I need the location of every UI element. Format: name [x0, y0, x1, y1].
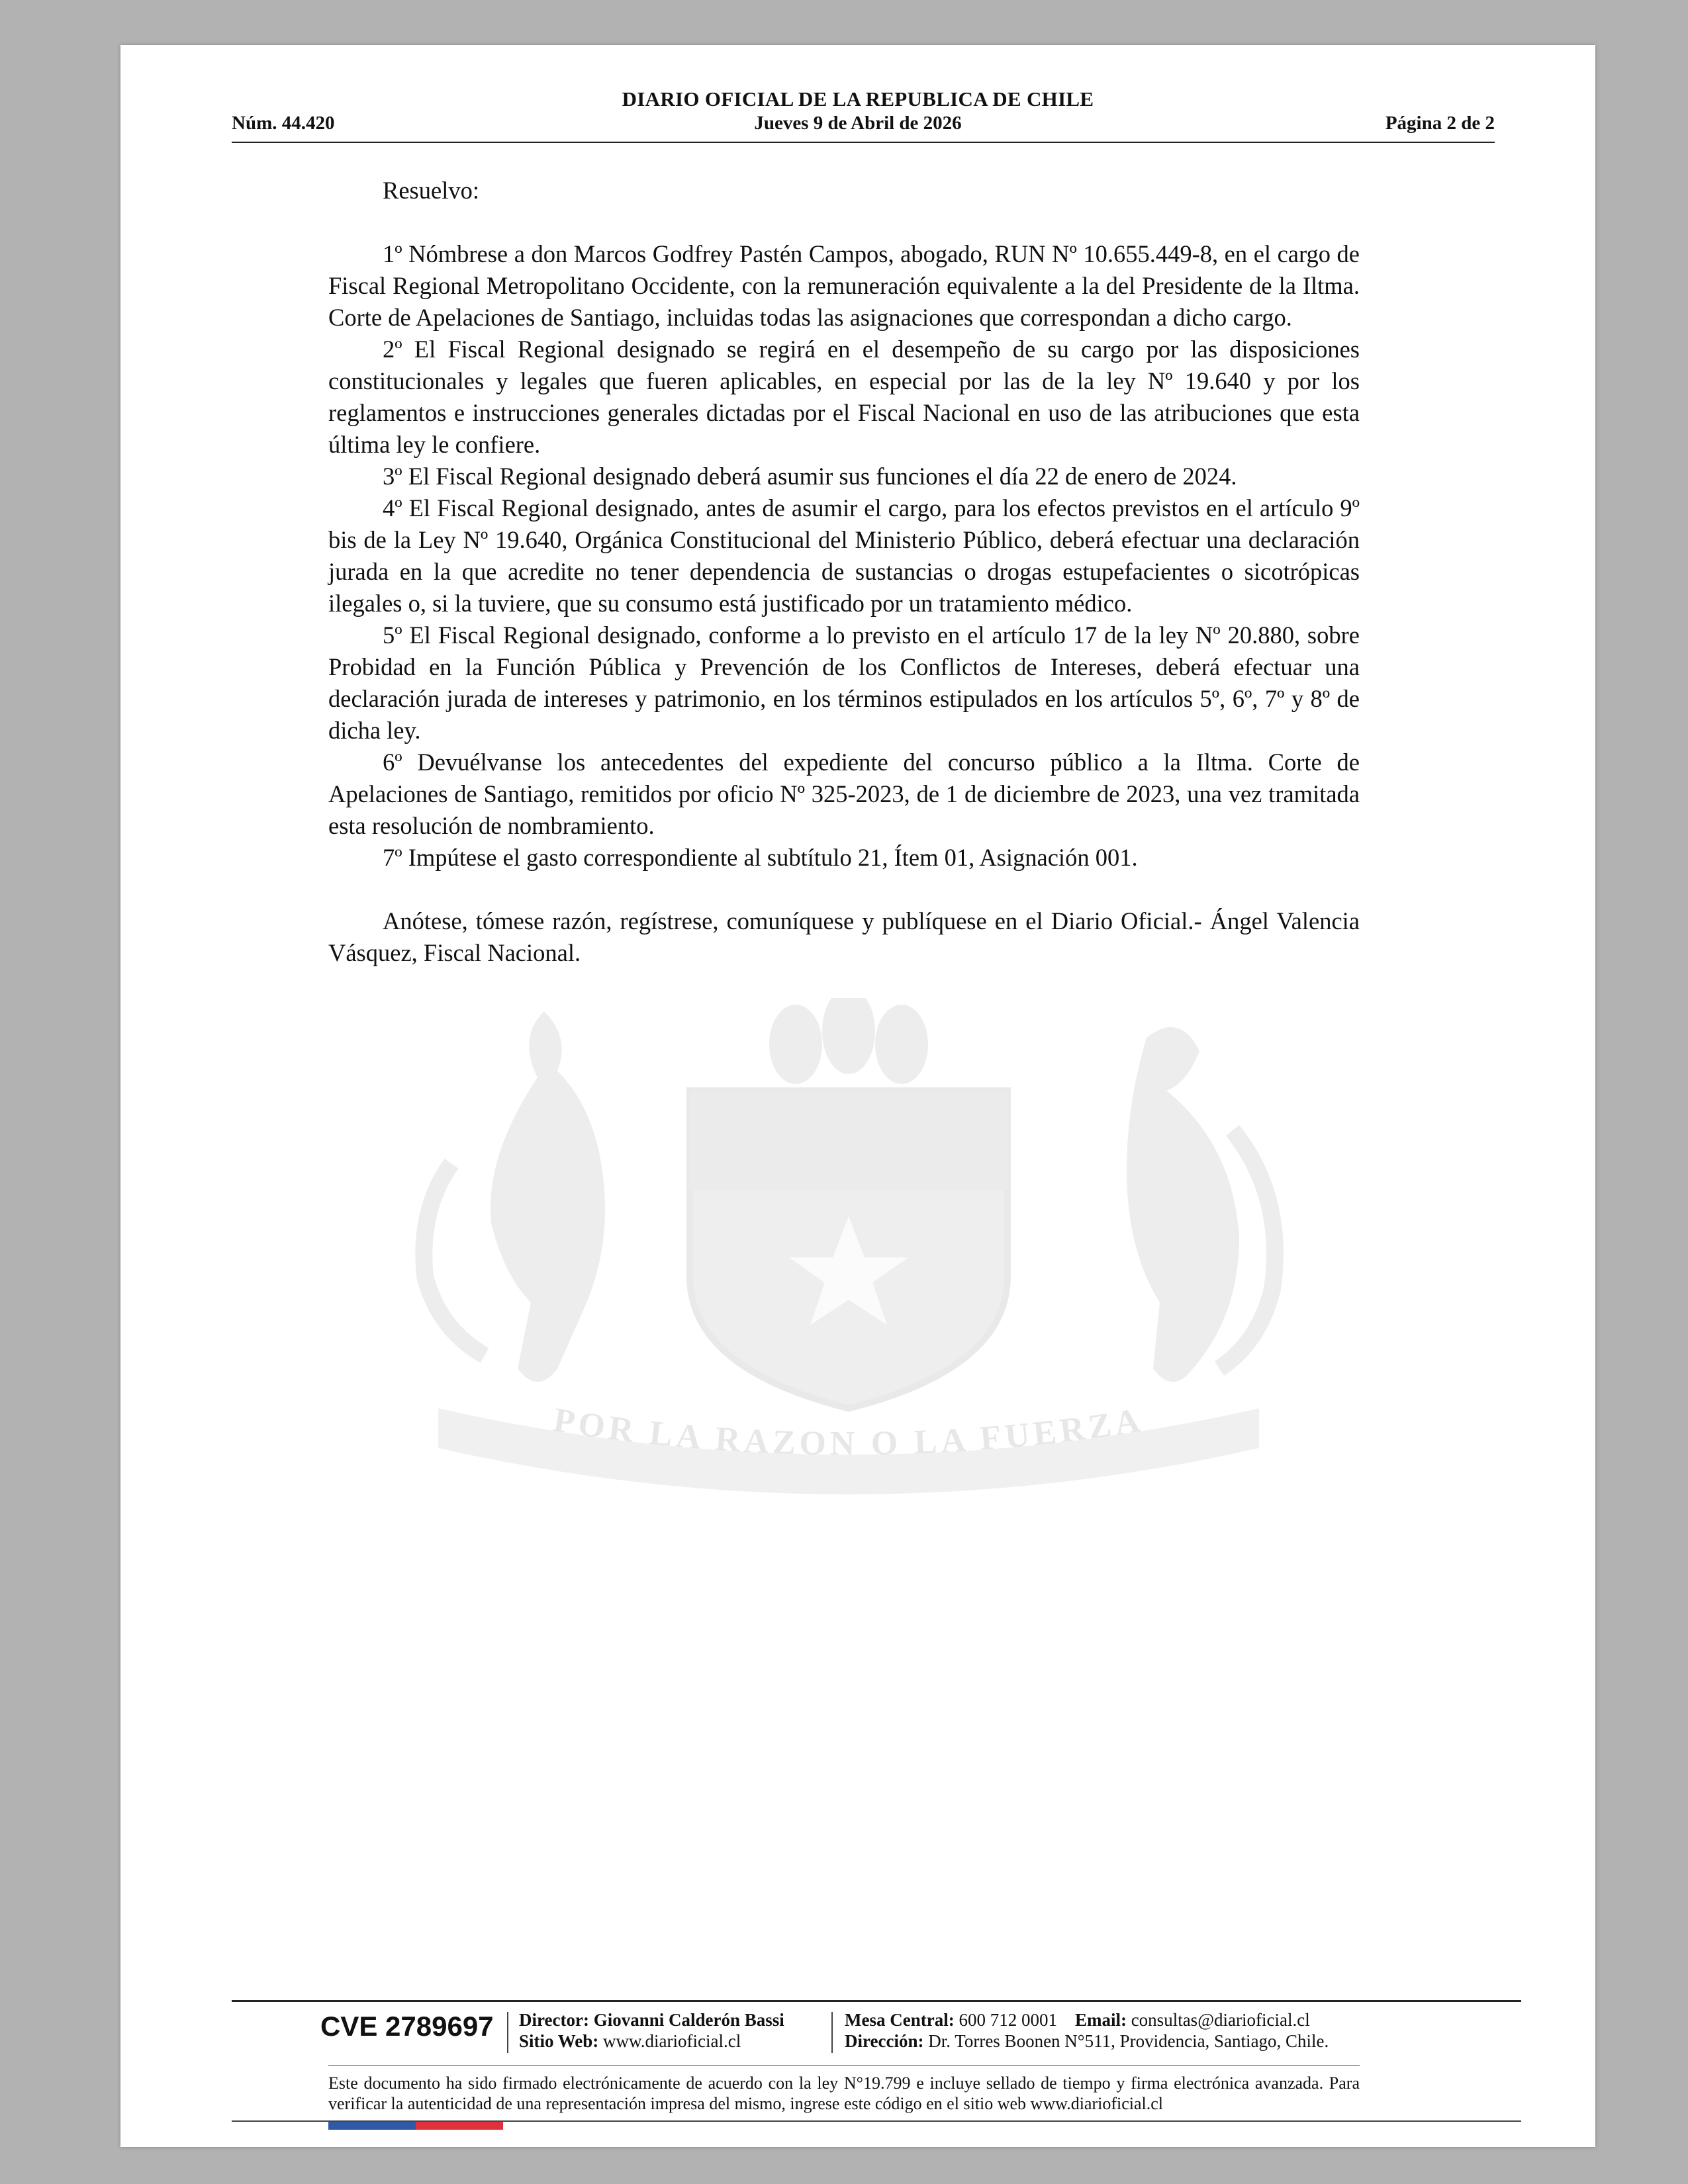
article-4: 4º El Fiscal Regional designado, antes de asumir el cargo, para los efectos previstos en el artículo 9º bis de la Ley Nº 19.640, Orgánica Constitucional del Ministerio Público, deberá efectuar una declaración jurada en la que acredite no tener dependencia de sustancias o drogas estupefacientes o sicotrópicas ilegales o, si la tuviere, que su consumo está justificado por un tratamiento médico.: [328, 494, 1360, 617]
email-label: Email:: [1074, 2010, 1127, 2030]
article-5: 5º El Fiscal Regional designado, conforme a lo previsto en el artículo 17 de la ley Nº 20.880, sobre Probidad en la Función Pública y Prevención de los Conflictos de Intereses, deberá efectuar una declaración jurada de intereses y patrimonio, en los términos estipulados en los artículos 5º, 6º, 7º y 8º de dicha ley.: [328, 621, 1360, 744]
footer-contact-block: [845, 2009, 1329, 2052]
cve-code: CVE 2789697: [320, 2011, 494, 2042]
signature-notice: Este documento ha sido firmado electrónicamente de acuerdo con la ley N°19.799 e incluye sellado de tiempo y firma electrónica avanzada. Para verificar la autenticidad de una representación impresa del mismo, ingrese este código en el sitio web www.diarioficial.cl: [328, 2073, 1360, 2113]
address-value: Dr. Torres Boonen N°511, Providencia, Santiago, Chile.: [928, 2031, 1329, 2051]
chile-coat-of-arms-icon: [319, 998, 1378, 1580]
issue-number: Núm. 44.420: [232, 113, 335, 134]
footer-divider-top: [232, 2000, 1521, 2002]
flag-stripe-blue: [328, 2122, 416, 2130]
article-2: 2º El Fiscal Regional designado se regirá en el desempeño de su cargo por las disposiciones constitucionales y legales que fueren aplicables, en especial por las de la ley Nº 19.640 y por los reglamentos e instrucciones generales dictadas por el Fiscal Nacional en uso de las atribuciones que esta última ley le confiere.: [328, 336, 1360, 458]
email-link[interactable]: consultas@diarioficial.cl: [1131, 2010, 1310, 2030]
resuelvo-heading: Resuelvo:: [383, 177, 479, 204]
header-divider: [232, 142, 1495, 143]
resolution-body: [328, 175, 1360, 969]
issue-date: Jueves 9 de Abril de 2026: [754, 113, 962, 134]
address-label: Dirección:: [845, 2031, 924, 2051]
footer-director-block: [519, 2009, 784, 2052]
director-label: Director:: [519, 2010, 589, 2030]
flag-stripe-red: [416, 2122, 503, 2130]
article-3: 3º El Fiscal Regional designado deberá asumir sus funciones el día 22 de enero de 2024.: [383, 463, 1237, 490]
site-label: Sitio Web:: [519, 2031, 599, 2051]
article-1: 1º Nómbrese a don Marcos Godfrey Pastén Campos, abogado, RUN Nº 10.655.449-8, en el cargo de Fiscal Regional Metropolitano Occidente, con la remuneración equivalente a la del Presidente de la Iltma. Corte de Apelaciones de Santiago, incluidas todas las asignaciones que correspondan a dicho cargo.: [328, 240, 1360, 331]
footer-divider-mid: [328, 2065, 1360, 2066]
director-name: Giovanni Calderón Bassi: [593, 2010, 784, 2030]
site-link[interactable]: www.diarioficial.cl: [603, 2031, 741, 2051]
gazette-title: DIARIO OFICIAL DE LA REPUBLICA DE CHILE: [622, 87, 1094, 111]
phone-label: Mesa Central:: [845, 2010, 955, 2030]
page-indicator: Página 2 de 2: [1385, 113, 1495, 134]
phone-value: 600 712 0001: [959, 2010, 1057, 2030]
document-page: [120, 45, 1595, 2147]
footer-separator: [507, 2012, 508, 2053]
closing-formula: Anótese, tómese razón, regístrese, comuníquese y publíquese en el Diario Oficial.- Ángel Valencia Vásquez, Fiscal Nacional.: [328, 907, 1360, 966]
svg-text:POR LA RAZON O LA FUERZA: POR LA RAZON O LA FUERZA: [551, 1401, 1147, 1463]
article-6: 6º Devuélvanse los antecedentes del expediente del concurso público a la Iltma. Corte de Apelaciones de Santiago, remitidos por oficio Nº 325-2023, de 1 de diciembre de 2023, una vez tramitada esta resolución de nombramiento.: [328, 749, 1360, 839]
footer-separator: [831, 2012, 833, 2053]
article-7: 7º Impútese el gasto correspondiente al subtítulo 21, Ítem 01, Asignación 001.: [383, 844, 1138, 871]
